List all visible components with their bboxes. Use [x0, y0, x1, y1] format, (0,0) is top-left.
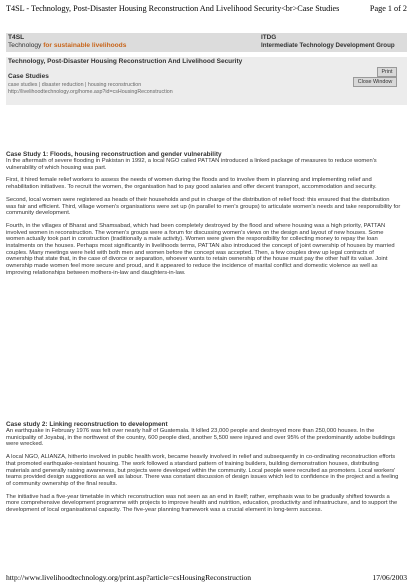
print-button[interactable]: Print — [377, 67, 397, 77]
print-footer-date: 17/06/2003 — [372, 573, 407, 582]
brand-tagline — [8, 42, 126, 49]
brand-name: T4SL — [8, 34, 25, 41]
org-long: Intermediate Technology Development Group — [261, 42, 395, 49]
print-footer-url: http://www.livelihoodtechnology.org/print.asp?article=csHousingReconstruction — [6, 573, 252, 582]
article-header — [6, 57, 407, 105]
print-header-title: T4SL - Technology, Post-Disaster Housing Reconstruction And Livelihood Security<br>Case Studies — [6, 4, 340, 13]
paragraph: Fourth, in the villages of Bharat and Shamsabad, which had been completely destroyed by the flood and where housing was a high priority, PATTAN involved women in reconstruction. The women's groups were a forum for discussing women's views on the design and layout of new houses. Some women actually took part in construction (traditionally a male activity). Women were given the responsibility for collecting money to repay the loan instalments on the houses. Perhaps most significantly in livelihoods terms, PATTAN also introduced the concept of joint ownership of houses by married couples. Many meetings were held with both men and women before the concept was accepted. Then, a few couples drew up legal contracts of ownership that state that, in the case of divorce or separation, whoever wants to retain ownership of the house must pay the other half its value. Joint ownership made women feel more secure and proud, and it appeared to reduce the incidence of marital conflict and domestic violence as well as improving relationships between mothers-in-law and daughters-in-law. — [6, 222, 395, 276]
article-subtitle: Case Studies — [8, 73, 49, 80]
org-short: ITDG — [261, 34, 277, 41]
print-header — [6, 4, 407, 16]
article-link[interactable]: http://livelihoodtechnology.org/home.asp?id=csHousingReconstruction — [8, 88, 173, 95]
case-study-heading: Case study 2: Linking reconstruction to development — [6, 421, 168, 428]
article-meta — [8, 82, 173, 95]
site-banner — [6, 33, 407, 52]
case-study-heading: Case Study 1: Floods, housing reconstruction and gender vulnerability — [6, 151, 222, 158]
paragraph: In the aftermath of severe flooding in Pakistan in 1992, a local NGO called PATTAN introduced a linked package of measures to reduce women's vulnerability of which housing was part. — [6, 158, 377, 171]
article-keywords: case studies | disaster reduction | housing reconstruction — [8, 82, 142, 88]
print-header-page: Page 1 of 2 — [369, 4, 407, 13]
paragraph: The initiative had a five-year timetable in which reconstruction was not seen as an end in itself; rather, emphasis was to be gradually shifted towards a more comprehensive development programme with projects to improve health and nutrition, education, productivity and infrastructure, and to support the development of local organisational capacity. The five-year planning framework was a crucial element in long-term success. — [6, 493, 398, 514]
paragraph: Second, local women were registered as heads of their households and put in charge of the distribution of relief food: this ensured that the distribution was fair and efficient. Third, village women's organisations were set up (in parallel to men's groups) to articulate women's needs and take responsibility for community development. — [6, 196, 401, 217]
case-study-2 — [6, 421, 401, 520]
tagline-accent: for sustainable livelihoods — [43, 42, 127, 49]
close-window-button[interactable]: Close Window — [353, 77, 397, 87]
tagline-prefix: Technology — [8, 42, 44, 49]
paragraph: A local NGO, ALIANZA, hitherto involved in public health work, became heavily involved in relief and subsequently in co-ordinating reconstruction efforts that promoted earthquake-resistant housing. The work followed a standard pattern of training builders, building demonstration houses, distributing materials and generally raising awareness, but projects were developed within the community. Local people were recruited as promoters. Local workers' teams provided design suggestions as well as labour. There was constant discussion of design issues which led to confidence in the project and a feeling of community ownership of the final results. — [6, 454, 399, 487]
article-title: Technology, Post-Disaster Housing Reconstruction And Livelihood Security — [8, 58, 243, 65]
paragraph: An earthquake in February 1976 was felt over nearly half of Guatemala. It killed 23,000 people and destroyed more than 250,000 houses. In the municipality of Joyabaj, in the northwest of the country, 600 people died, another 5,500 were injured and over 95% of the predominantly adobe buildings were wrecked. — [6, 428, 396, 448]
print-footer — [6, 573, 407, 585]
paragraph: First, it hired female relief workers to assess the needs of women during the floods and to involve them in planning and implementing relief and rehabilitation initiatives. To recruit the women, the organisation had to pay good salaries and offer decent transport, accommodation and security. — [6, 177, 377, 191]
article-body — [6, 151, 401, 559]
case-study-1 — [6, 151, 401, 283]
